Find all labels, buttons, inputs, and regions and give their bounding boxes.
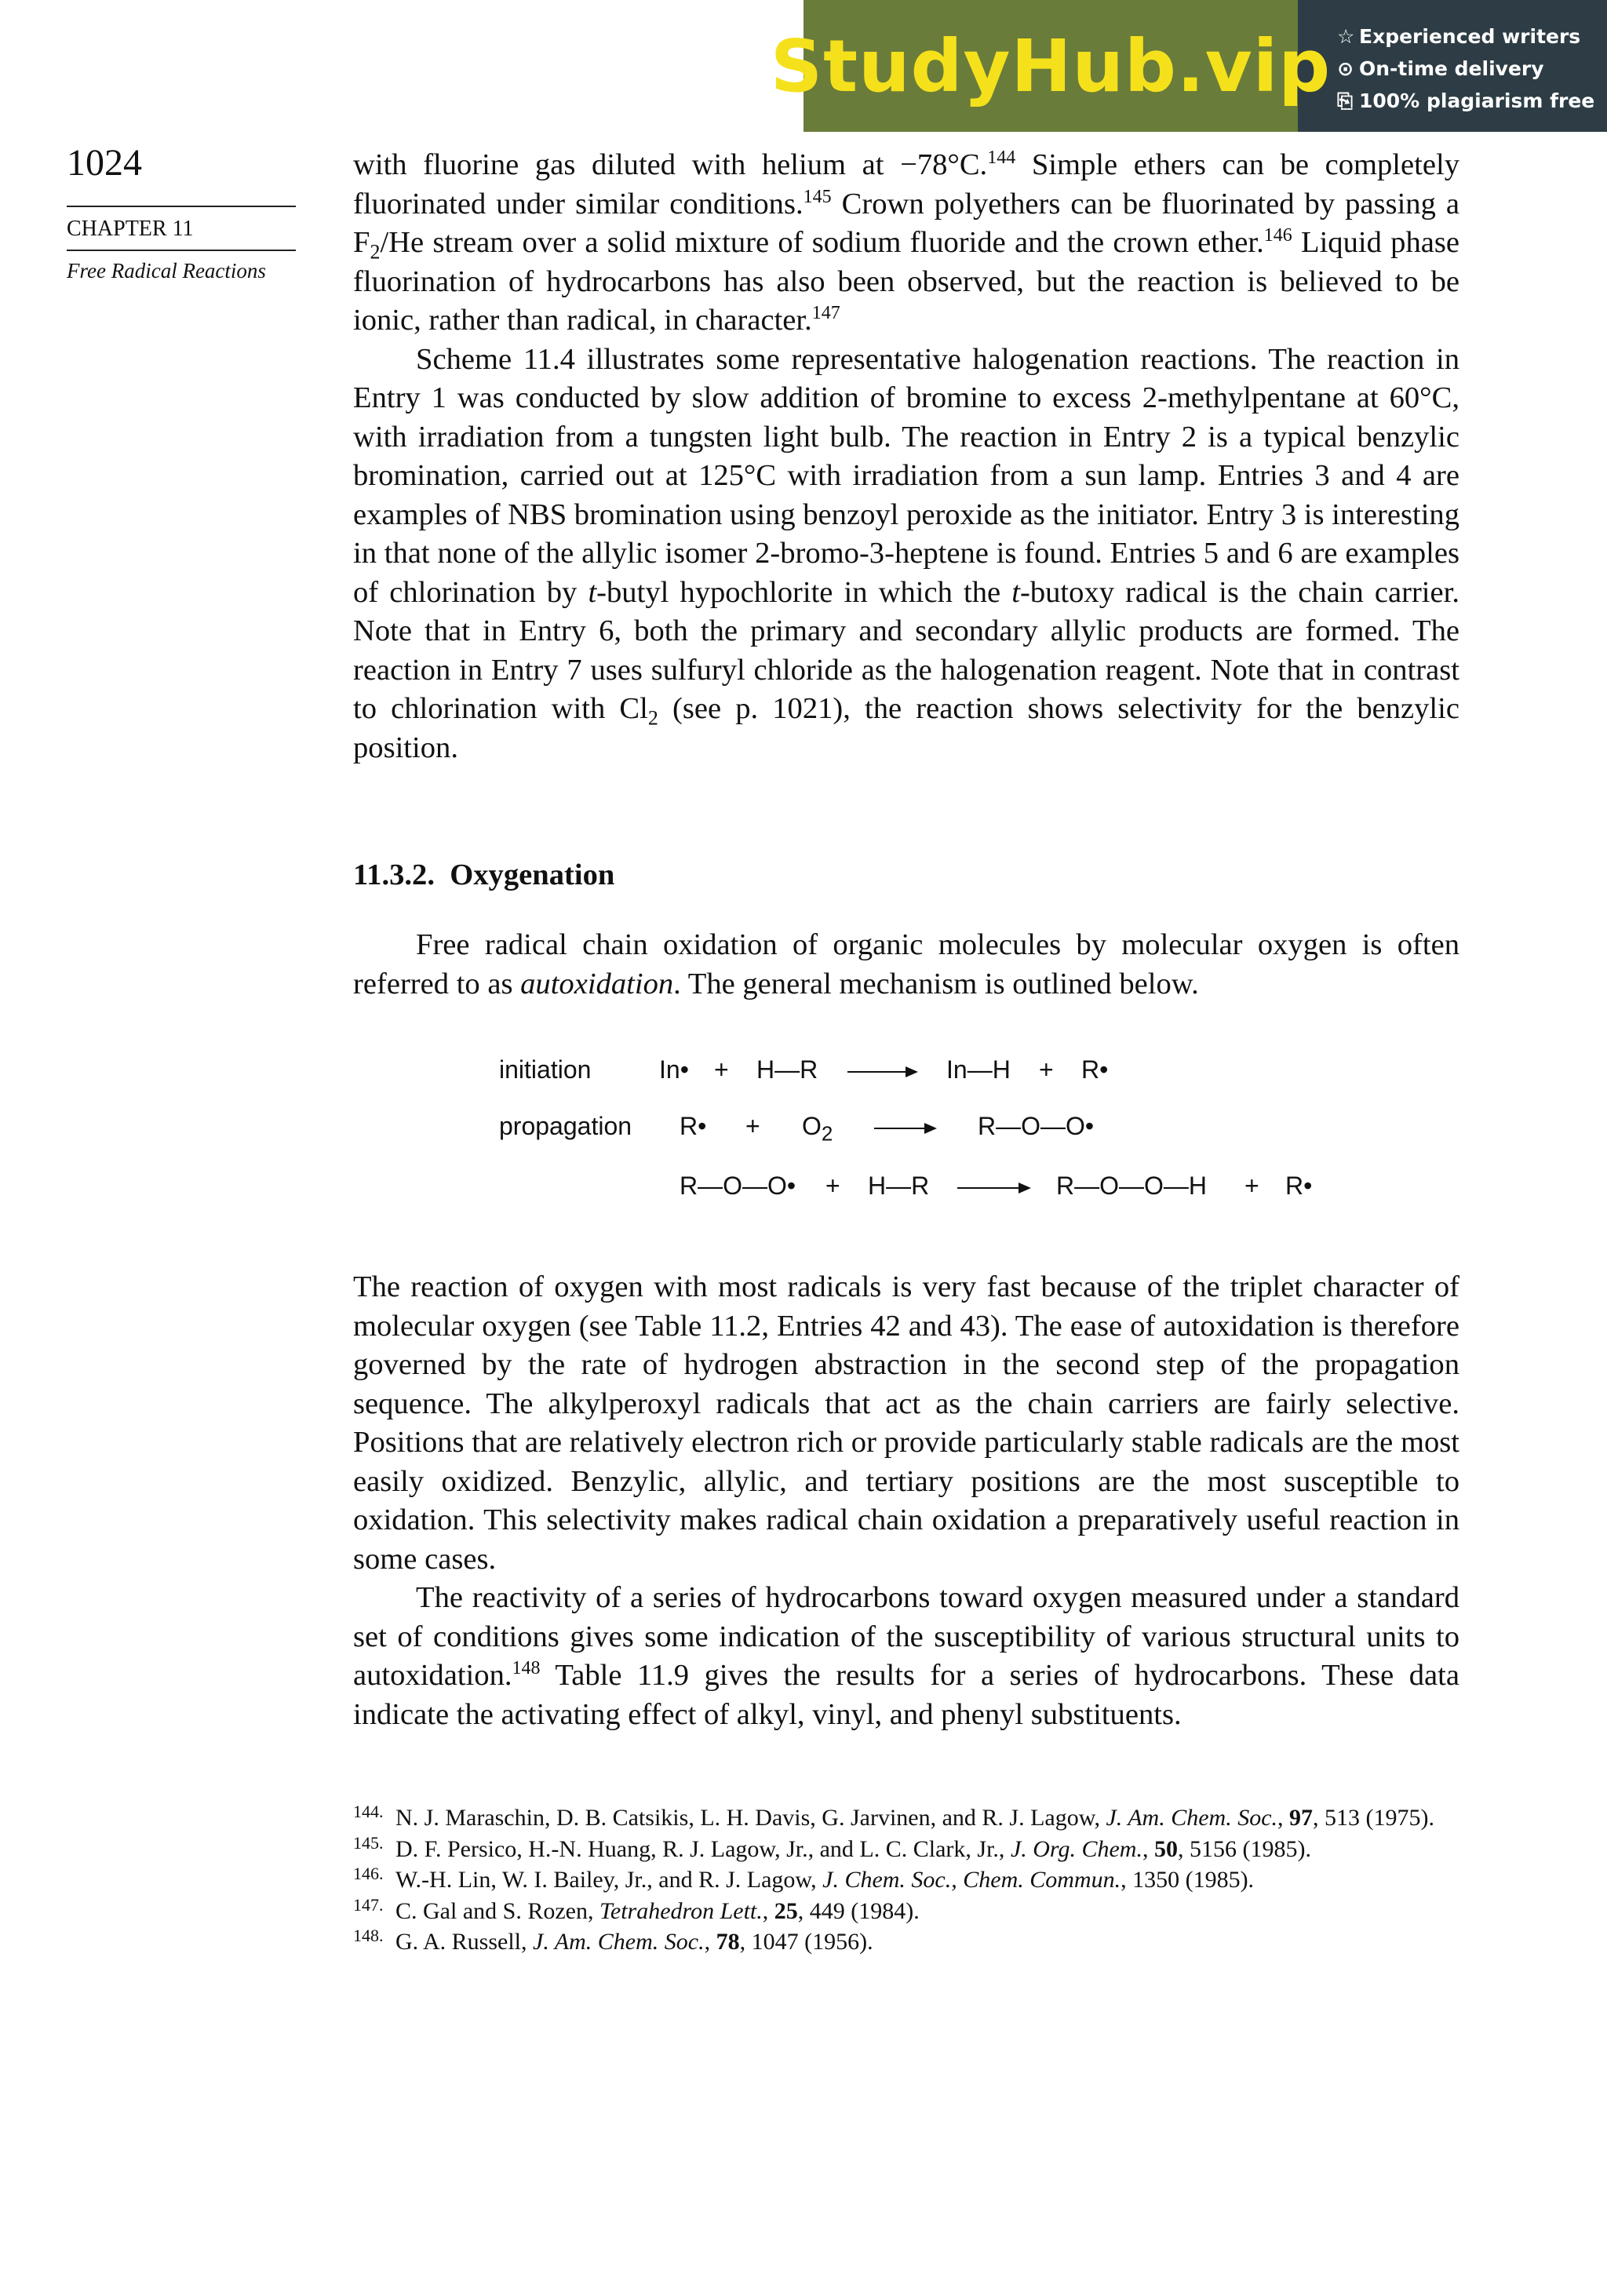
propagation-label: propagation xyxy=(499,1112,632,1140)
reactant-peroxyl-radical: R—O—O• xyxy=(680,1172,796,1200)
section-title: Oxygenation xyxy=(450,858,615,891)
footnote-146: 146. W.-H. Lin, W. I. Bailey, Jr., and R. J. Lagow, J. Chem. Soc., Chem. Commun., 1350 (1985). xyxy=(353,1864,1255,1893)
perk-plagiarism-free xyxy=(1337,85,1594,117)
perk-on-time-delivery xyxy=(1337,53,1594,85)
chapter-title: Free Radical Reactions xyxy=(67,259,266,282)
plus-sign: + xyxy=(825,1172,840,1200)
perks-list xyxy=(1337,20,1594,117)
plus-sign: + xyxy=(714,1055,729,1084)
autoxidation-mechanism-scheme xyxy=(494,1055,1357,1228)
plus-sign: + xyxy=(745,1112,760,1140)
chapter-label: CHAPTER 11 xyxy=(67,217,194,241)
product-r-radical: R• xyxy=(1285,1172,1313,1200)
reactant-in-radical: In• xyxy=(659,1055,689,1084)
paragraph-hydrocarbon-reactivity: The reactivity of a series of hydrocarbons toward oxygen measured under a standard set of conditions gives some indication of the susceptibility of various structural units to autoxidation.$^{148}$ Table 11.9 gives the results for a series of hydrocarbons. These data indicate the activating effect of alkyl, vinyl, and phenyl substituents. xyxy=(353,1581,1459,1731)
logo-text: StudyHub.vip xyxy=(770,24,1332,108)
studyhub-logo[interactable] xyxy=(770,0,1332,132)
perk-experienced-writers xyxy=(1337,20,1594,53)
body-text-top xyxy=(353,146,1459,767)
initiation-label: initiation xyxy=(499,1055,592,1084)
section-heading xyxy=(353,858,614,892)
paragraph-fluorination: with fluorine gas diluted with helium at −78°C.$^{144}$ Simple ethers can be completely fluorinated under similar conditions.$^{145}$ Crown polyethers can be fluorinated by passing a $F_2/He$ stream over a solid mixture of sodium fluoride and the crown ether.$^{146}$ Liquid phase fluorination of hydrocarbons has also been observed, but the reaction is believed to be ionic, rather than radical, in character.$^{147}$ xyxy=(353,148,1460,337)
footnote-148: 148. G. A. Russell, J. Am. Chem. Soc., 78, 1047 (1956). xyxy=(353,1926,873,1955)
product-in-h: In—H xyxy=(946,1055,1011,1084)
plus-sign: + xyxy=(1039,1055,1054,1084)
reactant-o2: $O_2$ xyxy=(802,1112,833,1146)
copy-icon: ⎘ xyxy=(1337,89,1354,112)
margin-rule-top xyxy=(67,206,296,207)
body-text-oxygenation xyxy=(353,926,1459,1004)
section-number: 11.3.2. xyxy=(353,858,435,891)
clock-icon: ⊙ xyxy=(1337,57,1354,80)
perk-label: On-time delivery xyxy=(1359,57,1544,80)
footnotes xyxy=(353,1802,1459,1958)
star-icon: ☆ xyxy=(1337,25,1355,48)
footnote-144: 144. N. J. Maraschin, D. B. Catsikis, L. H. Davis, G. Jarvinen, and R. J. Lagow, J. Am. Chem. Soc., 97, 513 (1975). xyxy=(353,1802,1435,1831)
margin-rule-bottom xyxy=(67,250,296,251)
reaction-arrow xyxy=(957,1187,1029,1189)
footnote-145: 145. D. F. Persico, H.-N. Huang, R. J. Lagow, Jr., and L. C. Clark, Jr., J. Org. Chem., 50, 5156 (1985). xyxy=(353,1832,1311,1862)
product-r-radical: R• xyxy=(1081,1055,1109,1084)
reactant-h-r: H—R xyxy=(756,1055,818,1084)
plus-sign: + xyxy=(1244,1172,1259,1200)
reaction-arrow xyxy=(847,1071,916,1073)
paragraph-oxygen-reactivity: The reaction of oxygen with most radicals is very fast because of the triplet character of molecular oxygen (see Table 11.2, Entries 42 and 43). The ease of autoxidation is therefore governed by the rate of hydrogen abstraction in the second step of the propagation sequence. The alkylperoxyl radicals that act as the chain carriers are fairly selective. Positions that are relatively electron rich or provide particularly stable radicals are the most easily oxidized. Benzylic, allylic, and tertiary positions are the most susceptible to oxidation. This selectivity makes radical chain oxidation a preparatively useful reaction in some cases. xyxy=(353,1270,1459,1576)
reactant-h-r: H—R xyxy=(868,1172,930,1200)
page-number: 1024 xyxy=(67,142,142,184)
product-hydroperoxide: R—O—O—H xyxy=(1056,1172,1207,1200)
perk-label: 100% plagiarism free xyxy=(1359,89,1595,112)
paragraph-autoxidation: Free radical chain oxidation of organic molecules by molecular oxygen is often referred to as autoxidation. The general mechanism is outlined below. xyxy=(353,928,1459,1000)
perk-label: Experienced writers xyxy=(1359,25,1581,48)
reactant-r-radical: R• xyxy=(680,1112,707,1140)
paragraph-halogenation: Scheme 11.4 illustrates some representative halogenation reactions. The reaction in Entry 1 was conducted by slow addition of bromine to excess 2-methylpentane at 60°C, with irradiation from a tungsten light bulb. The reaction in Entry 2 is a typical benzylic bromination, carried out at 125°C with irradiation from a sun lamp. Entries 3 and 4 are examples of NBS bromination using benzoyl peroxide as the initiator. Entry 3 is interesting in that none of the allylic isomer 2-bromo-3-heptene is found. Entries 5 and 6 are examples of chlorination by t-butyl hypochlorite in which the t-butoxy radical is the chain carrier. Note that in Entry 6, both the primary and secondary allylic products are formed. The reaction in Entry 7 uses sulfuryl chloride as the halogenation reagent. Note that in contrast to chlorination with $Cl_2$ (see p. 1021), the reaction shows selectivity for the benzylic position. xyxy=(353,342,1460,764)
footnote-147: 147. C. Gal and S. Rozen, Tetrahedron Lett., 25, 449 (1984). xyxy=(353,1894,920,1924)
product-peroxyl-radical: R—O—O• xyxy=(978,1112,1095,1140)
body-text-bottom xyxy=(353,1268,1459,1734)
reaction-arrow xyxy=(874,1128,935,1129)
ad-banner[interactable] xyxy=(770,0,1607,132)
